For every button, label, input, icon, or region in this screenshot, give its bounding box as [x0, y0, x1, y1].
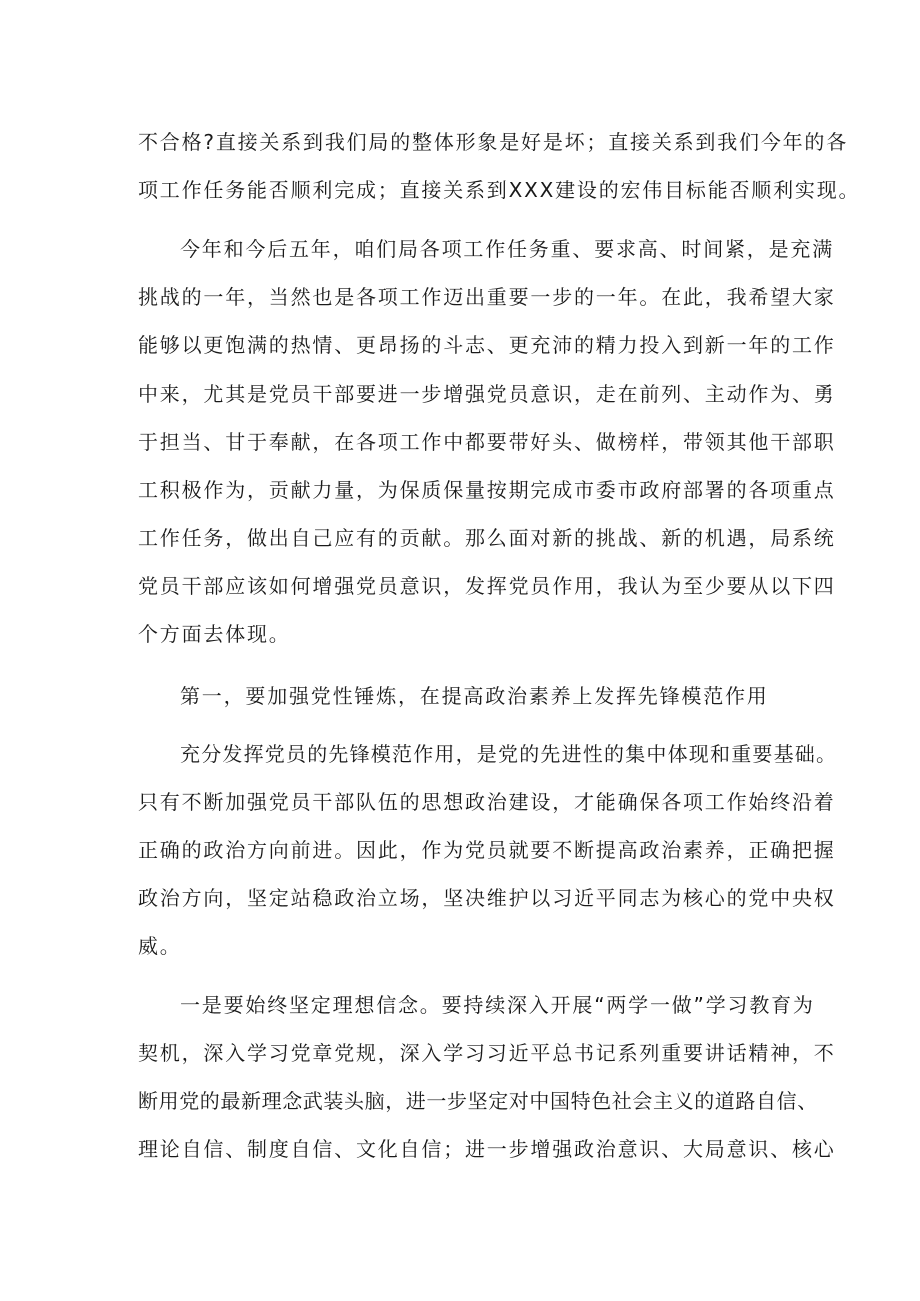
text-line: 威。 [138, 934, 182, 958]
text-line: 一是要始终坚定理想信念。要持续深入开展“两学一做”学习教育为 [180, 993, 815, 1017]
text-line: 断用党的最新理念武装头脑，进一步坚定对中国特色社会主义的道路自信、 [138, 1089, 818, 1113]
text-line: 政治方向，坚定站稳政治立场，坚决维护以习近平同志为核心的党中央权 [138, 886, 836, 910]
text-line: 不合格?直接关系到我们局的整体形象是好是坏；直接关系到我们今年的各 [138, 130, 849, 154]
text-line: 充分发挥党员的先锋模范作用，是党的先进性的集中体现和重要基础。 [180, 742, 838, 766]
text-line: 中来，尤其是党员干部要进一步增强党员意识，走在前列、主动作为、勇 [138, 382, 836, 406]
text-line: 契机，深入学习党章党规，深入学习习近平总书记系列重要讲话精神，不 [138, 1041, 836, 1065]
text-line: 正确的政治方向前进。因此，作为党员就要不断提高政治素养，正确把握 [138, 838, 836, 862]
text-line: 只有不断加强党员干部队伍的思想政治建设，才能确保各项工作始终沿着 [138, 790, 836, 814]
text-line: 今年和今后五年，咱们局各项工作任务重、要求高、时间紧，是充满 [180, 237, 834, 261]
text-line: 能够以更饱满的热情、更昂扬的斗志、更充沛的精力投入到新一年的工作 [138, 333, 836, 357]
text-line: 理论自信、制度自信、文化自信；进一步增强政治意识、大局意识、核心 [138, 1137, 836, 1161]
text-line: 工积极作为，贡献力量，为保质保量按期完成市委市政府部署的各项重点 [138, 478, 836, 502]
text-line: 个方面去体现。 [138, 622, 291, 646]
text-line: 工作任务，做出自己应有的贡献。那么面对新的挑战、新的机遇，局系统 [138, 526, 836, 550]
section-heading: 第一，要加强党性锤炼，在提高政治素养上发挥先锋模范作用 [180, 684, 769, 708]
text-line: 于担当、甘于奉献，在各项工作中都要带好头、做榜样，带领其他干部职 [138, 430, 836, 454]
text-line: 项工作任务能否顺利完成；直接关系到XXX建设的宏伟目标能否顺利实现。 [138, 178, 861, 202]
text-line: 挑战的一年，当然也是各项工作迈出重要一步的一年。在此，我希望大家 [138, 285, 836, 309]
text-line: 党员干部应该如何增强党员意识，发挥党员作用，我认为至少要从以下四 [138, 574, 836, 598]
